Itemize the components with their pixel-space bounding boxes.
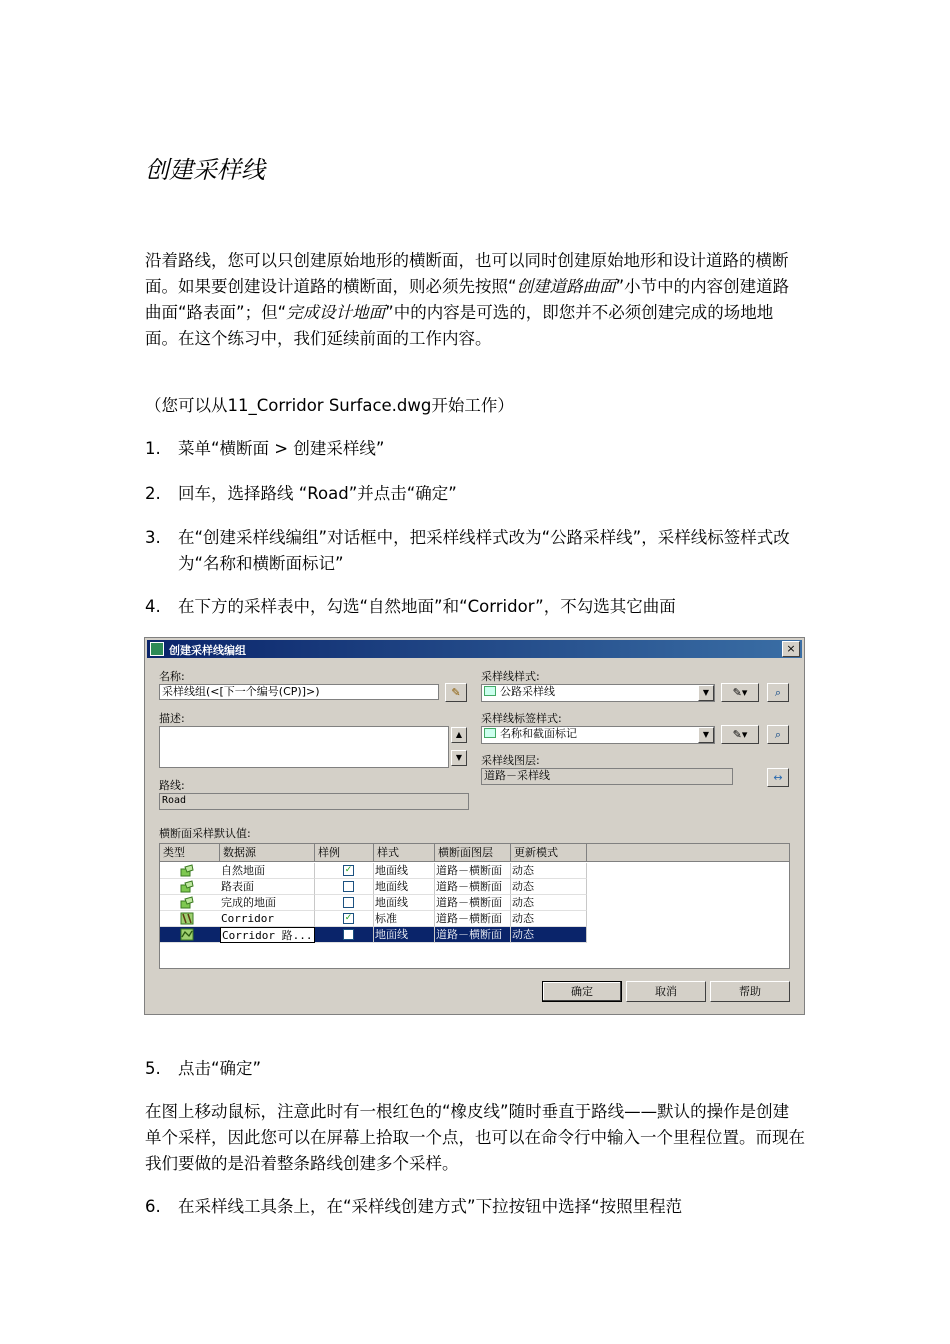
label-style-label: 采样线标签样式:	[481, 712, 562, 725]
surface-icon	[180, 880, 194, 893]
sample-checkbox[interactable]	[343, 929, 354, 940]
label-style-edit-button[interactable]: ✎▾	[721, 725, 759, 744]
layer-cell[interactable]: 道路－横断面	[435, 863, 511, 879]
chevron-down-icon[interactable]: ▼	[698, 727, 714, 743]
layer-pick-button[interactable]: ↔	[767, 768, 789, 787]
defaults-label: 横断面采样默认值:	[159, 827, 251, 840]
intro-text-3: ”中的内容是可选的，即您并不必须创建完成的场地地面。在这个练习中，我们延续前面的工作内容。	[145, 303, 774, 348]
label-style-preview-button[interactable]: ⌕	[767, 725, 789, 744]
corridor-icon	[180, 912, 194, 925]
ok-button[interactable]: 确定	[542, 981, 622, 1002]
style-cell[interactable]: 地面线	[374, 927, 435, 943]
sample-line-style-select[interactable]	[481, 684, 715, 702]
intro-ref-2: 完成设计地面	[286, 303, 386, 322]
source-cell: 路表面	[220, 879, 315, 895]
surface-icon	[180, 896, 194, 909]
after-paragraph: 在图上移动鼠标，注意此时有一根红色的“橡皮线”随时垂直于路线——默认的操作是创建单个采样，因此您可以在屏幕上拾取一个点，也可以在命令行中输入一个里程位置。而现在我们要做的是沿着整条路线创建多个采样。	[145, 1102, 805, 1173]
mode-cell[interactable]: 动态	[511, 879, 587, 895]
column-header[interactable]: 样例	[315, 844, 374, 862]
sample-cell[interactable]	[315, 911, 374, 927]
type-cell	[160, 863, 220, 879]
style-edit-button[interactable]: ✎▾	[721, 683, 759, 702]
step-5	[145, 1056, 810, 1082]
alignment-field: Road	[159, 793, 469, 810]
column-header[interactable]: 类型	[160, 844, 220, 862]
sample-line-style-value: 公路采样线	[500, 685, 555, 698]
dialog-titlebar[interactable]	[147, 640, 802, 658]
scroll-up-icon[interactable]: ▲	[451, 727, 467, 743]
label-style-select[interactable]	[481, 726, 715, 744]
table-row[interactable]	[160, 895, 587, 911]
description-label: 描述:	[159, 712, 185, 725]
chevron-down-icon[interactable]: ▼	[698, 685, 714, 701]
step-number: 2.	[145, 484, 161, 503]
step-text: 在采样线工具条上，在“采样线创建方式”下拉按钮中选择“按照里程范	[178, 1197, 683, 1216]
style-cell[interactable]: 地面线	[374, 863, 435, 879]
style-icon	[484, 686, 496, 696]
name-input[interactable]: 采样线组(<[下一个编号(CP)]>)	[159, 684, 439, 700]
step-3	[145, 525, 810, 577]
start-note: （您可以从11_Corridor Surface.dwg开始工作）	[145, 396, 514, 415]
layer-label: 采样线图层:	[481, 754, 540, 767]
sample-cell[interactable]	[315, 895, 374, 911]
sample-cell[interactable]	[315, 879, 374, 895]
label-style-value: 名称和截面标记	[500, 727, 577, 740]
layer-cell[interactable]: 道路－横断面	[435, 911, 511, 927]
type-cell	[160, 895, 220, 911]
table-row[interactable]	[160, 879, 587, 895]
mode-cell[interactable]: 动态	[511, 927, 587, 943]
dialog-app-icon	[150, 642, 164, 656]
style-cell[interactable]: 地面线	[374, 895, 435, 911]
step-text: 回车，选择路线 “Road”并点击“确定”	[178, 484, 457, 503]
intro-text-2: ”小节中的内容创建道路曲面“路表面”；但“	[145, 277, 790, 322]
sample-checkbox[interactable]	[343, 881, 354, 892]
column-header[interactable]: 样式	[374, 844, 435, 862]
sample-checkbox[interactable]: ✓	[344, 913, 353, 923]
cancel-button[interactable]: 取消	[626, 981, 706, 1002]
source-cell: 自然地面	[220, 863, 315, 879]
type-cell	[160, 911, 220, 927]
layer-cell[interactable]: 道路－横断面	[435, 927, 511, 943]
source-cell: Corridor	[220, 911, 315, 927]
sample-sources-table	[159, 843, 790, 969]
column-header[interactable]: 横断面图层	[435, 844, 511, 862]
close-button[interactable]: ×	[782, 641, 800, 657]
dialog-title: 创建采样线编组	[169, 644, 246, 657]
sample-checkbox[interactable]: ✓	[344, 865, 353, 875]
surface-icon	[180, 864, 194, 877]
table-row[interactable]	[160, 863, 587, 879]
step-2	[145, 481, 810, 507]
layer-cell[interactable]: 道路－横断面	[435, 879, 511, 895]
step-text: 菜单“横断面 > 创建采样线”	[178, 439, 385, 458]
step-6	[145, 1194, 810, 1220]
sample-cell[interactable]	[315, 863, 374, 879]
step-number: 4.	[145, 597, 161, 616]
type-cell	[160, 927, 220, 943]
intro-text-1: 沿着路线，您可以只创建原始地形的横断面，也可以同时创建原始地形和设计道路的横断面。如果要创建设计道路的横断面，则必须先按照“	[145, 251, 789, 296]
alignment-label: 路线:	[159, 779, 185, 792]
name-template-button[interactable]: ✎	[445, 683, 467, 702]
sample-line-style-label: 采样线样式:	[481, 670, 540, 683]
step-number: 6.	[145, 1197, 161, 1216]
scroll-down-icon[interactable]: ▼	[451, 750, 467, 766]
help-button[interactable]: 帮助	[710, 981, 790, 1002]
style-preview-button[interactable]: ⌕	[767, 683, 789, 702]
step-number: 5.	[145, 1059, 161, 1078]
create-sample-line-group-dialog	[144, 637, 805, 1015]
step-number: 3.	[145, 528, 161, 547]
column-header-filler	[587, 844, 790, 862]
style-cell[interactable]: 标准	[374, 911, 435, 927]
step-number: 1.	[145, 439, 161, 458]
label-style-icon	[484, 728, 496, 738]
mode-cell[interactable]: 动态	[511, 863, 587, 879]
intro-ref-1: 创建道路曲面	[516, 277, 616, 296]
name-label: 名称:	[159, 670, 185, 683]
step-4	[145, 594, 810, 620]
source-cell: 完成的地面	[220, 895, 315, 911]
table-row-selected[interactable]	[160, 927, 587, 943]
column-header[interactable]: 更新模式	[511, 844, 587, 862]
layer-cell[interactable]: 道路－横断面	[435, 895, 511, 911]
intro-paragraph	[145, 248, 805, 352]
step-text: 在“创建采样线编组”对话框中，把采样线样式改为“公路采样线”，采样线标签样式改为“名称和横断面标记”	[178, 528, 790, 573]
sample-checkbox[interactable]	[343, 897, 354, 908]
style-cell[interactable]: 地面线	[374, 879, 435, 895]
step-text: 在下方的采样表中，勾选“自然地面”和“Corridor”，不勾选其它曲面	[178, 597, 676, 616]
page-title: 创建采样线	[145, 156, 265, 184]
source-cell-editing[interactable]: Corridor 路...	[220, 927, 315, 943]
corridor-surface-icon	[180, 928, 194, 941]
mode-cell[interactable]: 动态	[511, 911, 587, 927]
step-text: 点击“确定”	[178, 1059, 262, 1078]
mode-cell[interactable]: 动态	[511, 895, 587, 911]
step-1	[145, 436, 810, 462]
description-input[interactable]	[159, 726, 449, 768]
sample-cell[interactable]	[315, 927, 374, 943]
table-row[interactable]	[160, 911, 587, 927]
type-cell	[160, 879, 220, 895]
column-header[interactable]: 数据源	[220, 844, 315, 862]
layer-field: 道路－采样线	[481, 768, 733, 785]
